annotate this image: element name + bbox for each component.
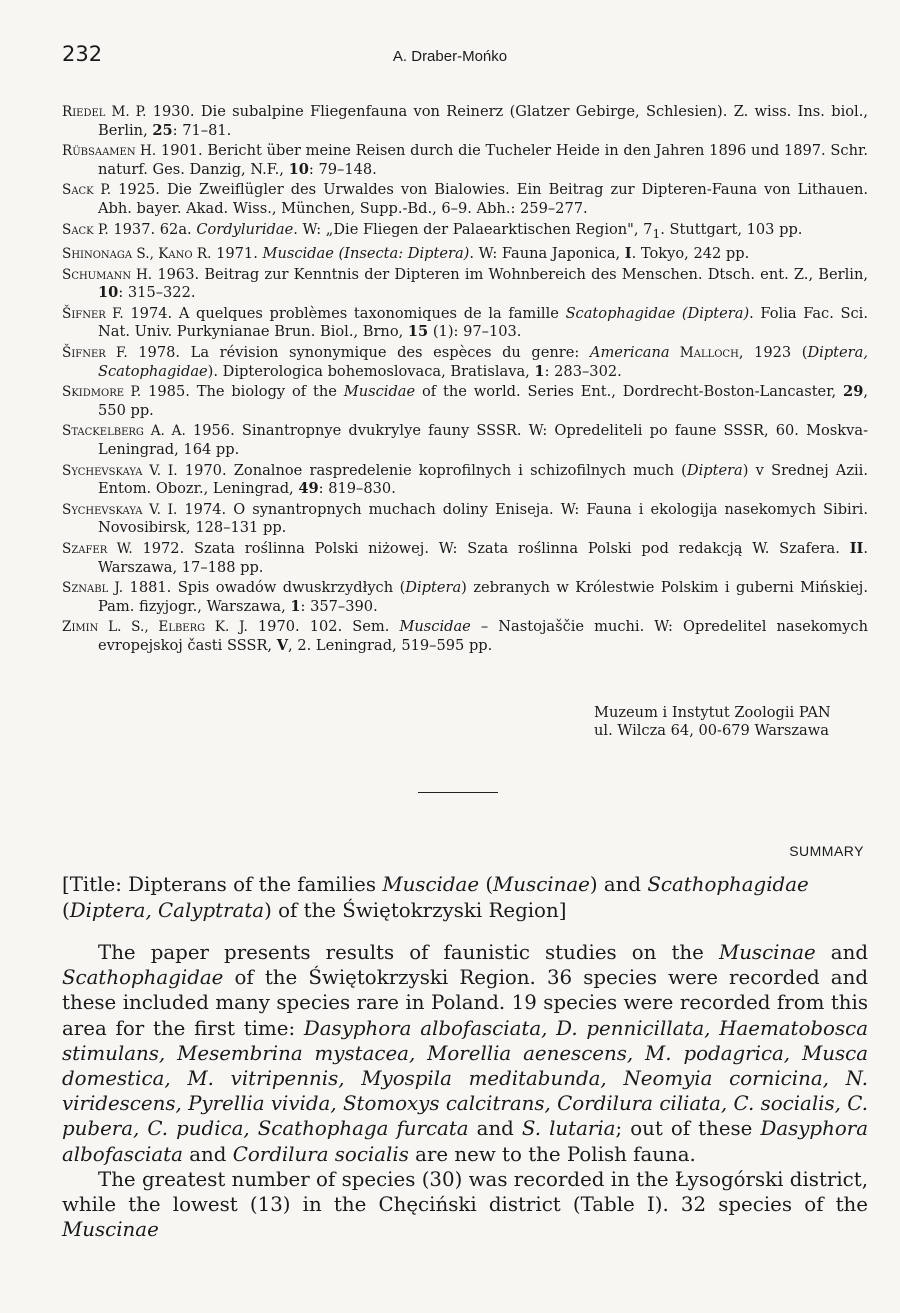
ref-text: . W: Fauna Japonica, [469,245,625,263]
body-taxon: Dasyphora albofasciata [62,1117,868,1166]
ref-author: Sack P. [62,221,109,238]
section-divider [418,792,498,793]
ref-volume: 10 [98,284,119,302]
body-taxon: Dasyphora albofasciata, D. pennicillata, Haematobosca stimulans, Mesembrina mystacea, Morellia aenescens, M. podagrica, Musca domestica, M. vitripennis, Myospila meditabunda, Neomyia cornicina, N. viridescens, Pyrellia vivida, Stomoxys calcitrans, Cordilura ciliata, C. socialis, C. pubera, C. pudica, Scathophaga furcata [62,1016,868,1141]
ref-author: Riedel M. P. [62,104,147,120]
body-taxon: S. lutaria [521,1117,616,1141]
ref-text: 1925. Die Zweiflügler des Urwaldes von Bialowies. Ein Beitrag zur Dipteren-Fauna von Lithauen. Abh. bayer. Akad. Wiss., München, Supp.-Bd., 6–9. Abh.: 259–277. [98,181,868,217]
reference-item [62,344,868,381]
ref-author: Šifner F. [62,345,128,362]
ref-volume: 49 [298,480,319,498]
ref-author: Sychevskaya V. I. [62,501,178,518]
title-text: ) of the Świętokrzyski Region] [264,899,567,923]
reference-item [62,305,868,342]
ref-text: 1930. Die subalpine Fliegenfauna von Reinerz (Glatzer Gebirge, Schlesien). Z. wiss. Ins. biol., Berlin, [98,103,868,139]
ref-taxon: Americana [589,344,670,362]
ref-pages: , 550 pp. [98,383,868,419]
ref-author: Stackelberg A. A. [62,423,186,440]
ref-pages: , 2. Leningrad, 519–595 pp. [288,636,493,654]
reference-item [62,540,868,577]
ref-text: ) v Srednej Azii. Entom. Obozr., Leningrad, [98,461,868,498]
ref-text: 1956. Sinantropnye dvukrylye fauny SSSR. W: Opredeliteli po faune SSSR, 60. Moskva-Leningrad, 164 pp. [98,422,869,458]
address-street: ul. Wilcza 64, 00-679 Warszawa [594,722,829,739]
ref-volume: 15 [407,323,429,341]
ref-pages: : 315–322. [118,284,196,302]
reference-item [62,103,868,140]
ref-text: of the world. Series Ent., Dordrecht-Boston-Lancaster, [415,383,844,401]
ref-author: Sack P. [62,182,112,199]
body-taxon: Muscinae [718,941,816,964]
ref-pages: . Warszawa, 17–188 pp. [98,539,868,576]
ref-text: 1974. O synantropnych muchach doliny Eniseja. W: Fauna i ekologija nasekomych Sibiri. Novosibirsk, 128–131 pp. [98,500,868,537]
ref-text: – Nastojaščie muchi. W: Opredelitel nasekomych evropejskoj časti SSSR, [98,618,868,654]
ref-pages: : 357–390. [300,597,378,615]
ref-author: Shinonaga S., Kano R. [62,246,212,263]
reference-list [62,103,868,658]
ref-author: Malloch [669,345,739,362]
body-taxon: Cordilura socialis [232,1142,409,1166]
ref-author: Rübsaamen H. [62,143,157,160]
reference-item [62,422,868,459]
ref-pages: : 819–830. [318,480,396,498]
ref-volume: II [849,539,864,557]
ref-taxon: Muscidae [399,618,471,636]
ref-text: 1963. Beitrag zur Kenntnis der Dipteren im Wohnbereich des Menschen. Dtsch. ent. Z., Berlin, [152,265,868,283]
ref-text: 1937. 62a. [108,220,197,238]
reference-item [62,579,868,616]
summary-title [62,872,868,925]
author-address [594,704,831,740]
ref-text: 1971. [211,245,263,263]
ref-volume: 29 [843,383,864,401]
ref-volume: 1 [534,362,545,380]
body-taxon: Muscinae [62,1218,159,1242]
body-text: The paper presents results of faunistic studies on the [98,941,719,964]
ref-pages: (1): 97–103. [428,323,522,341]
reference-item [62,501,868,538]
ref-pages: . Tokyo, 242 pp. [631,245,750,263]
ref-volume: V [276,636,289,654]
ref-text: 1970. Zonalnoe raspredelenie koprofilnych i schizofilnych much ( [177,461,687,479]
title-text: ) and [589,873,648,896]
body-text: ; out of these [615,1117,761,1141]
ref-text: . Folia Fac. Sci. Nat. Univ. Purkynianae Brun. Biol., Brno, [98,304,868,341]
ref-pages: : 71–81. [172,121,232,139]
ref-text: 1972. Szata roślinna Polski niżowej. W: Szata roślinna Polski pod redakcją W. Szafera. [132,539,850,557]
ref-author: Schumann H. [62,266,153,283]
running-head: A. Draber-Mońko [392,48,508,65]
title-taxon: Diptera, Calyptrata [69,899,265,923]
ref-text: 1978. La révision synonymique des espèces du genre: [127,344,590,362]
ref-volume: 1 [290,597,301,615]
ref-text: ). Dipterologica bohemoslovaca, Bratislava, [207,362,535,380]
reference-item [62,266,868,303]
reference-item [62,383,868,420]
reference-item [62,221,868,244]
ref-text: 1881. Spis owadów dwuskrzydłych ( [123,579,406,597]
summary-body [62,940,868,1242]
ref-taxon: Muscidae [343,383,416,401]
ref-pages: : 283–302. [544,362,622,380]
title-text: ( [62,899,70,923]
reference-item [62,181,868,218]
ref-taxon: Diptera [405,579,462,597]
summary-paragraph [62,1167,868,1243]
reference-item [62,618,868,655]
ref-author: Skidmore P. [62,384,142,401]
ref-text: ) zebranych w Królestwie Polskim i guberni Mińskiej. Pam. fizyjogr., Warszawa, [98,579,868,615]
ref-author: Sychevskaya V. I. [62,462,178,479]
page-number: 232 [62,42,103,66]
ref-taxon: Scatophagidae (Diptera) [565,304,750,322]
ref-text: 1970. 102. Sem. [247,618,400,636]
ref-taxon: Diptera, Scatophagidae [98,344,868,380]
ref-taxon: Cordyluridae [196,220,294,238]
ref-volume: 10 [288,160,309,178]
ref-author: Sznabl J. [62,580,124,597]
body-text: The greatest number of species (30) was recorded in the Łysogórski district, while the lowest (13) in the Chęciński district (Table I). 32 species of the [62,1167,868,1217]
title-text: ( [479,873,494,896]
ref-text: , 1923 ( [738,344,808,362]
ref-pages: . Stuttgart, 103 pp. [660,220,803,238]
ref-volume: 25 [152,121,173,139]
ref-author: Zimin L. S., Elberg K. J. [62,619,248,636]
body-text: are new to the Polish fauna. [408,1142,696,1166]
body-taxon: Scathophagidae [62,966,224,990]
ref-author: Šifner F. [62,305,124,322]
body-text: and [182,1142,233,1166]
ref-text: . W: „Die Fliegen der Palaearktischen Region", 7 [293,220,653,238]
title-text: [Title: Dipterans of the families [62,873,383,896]
ref-pages: : 79–148. [308,160,377,178]
ref-author: Szafer W. [62,540,133,557]
ref-taxon: Muscidae (Insecta: Diptera) [262,245,470,263]
body-text: and [468,1117,522,1141]
ref-text: 1974. A quelques problèmes taxonomiques de la famille [123,304,566,322]
reference-item [62,245,868,264]
ref-subscript: 1 [652,226,661,241]
ref-volume: I [624,245,632,263]
title-taxon: Scathophagidae [647,873,809,896]
address-institution: Muzeum i Instytut Zoologii PAN [594,704,831,721]
ref-taxon: Diptera [686,461,743,479]
reference-item [62,142,868,179]
title-taxon: Muscinae [493,873,590,896]
body-text: and [815,941,868,964]
body-text: of the Świętokrzyski Region. 36 species were recorded and these included many species rare in Poland. 19 species were recorded from this area for the first time: [62,966,868,1040]
summary-heading: SUMMARY [789,843,864,859]
reference-item [62,462,868,499]
ref-text: 1901. Bericht über meine Reisen durch die Tucheler Heide in den Jahren 1896 und 1897. Schr. naturf. Ges. Danzig, N.F., [98,142,869,178]
summary-paragraph [62,940,868,1167]
title-taxon: Muscidae [382,873,480,896]
ref-text: 1985. The biology of the [141,383,344,401]
